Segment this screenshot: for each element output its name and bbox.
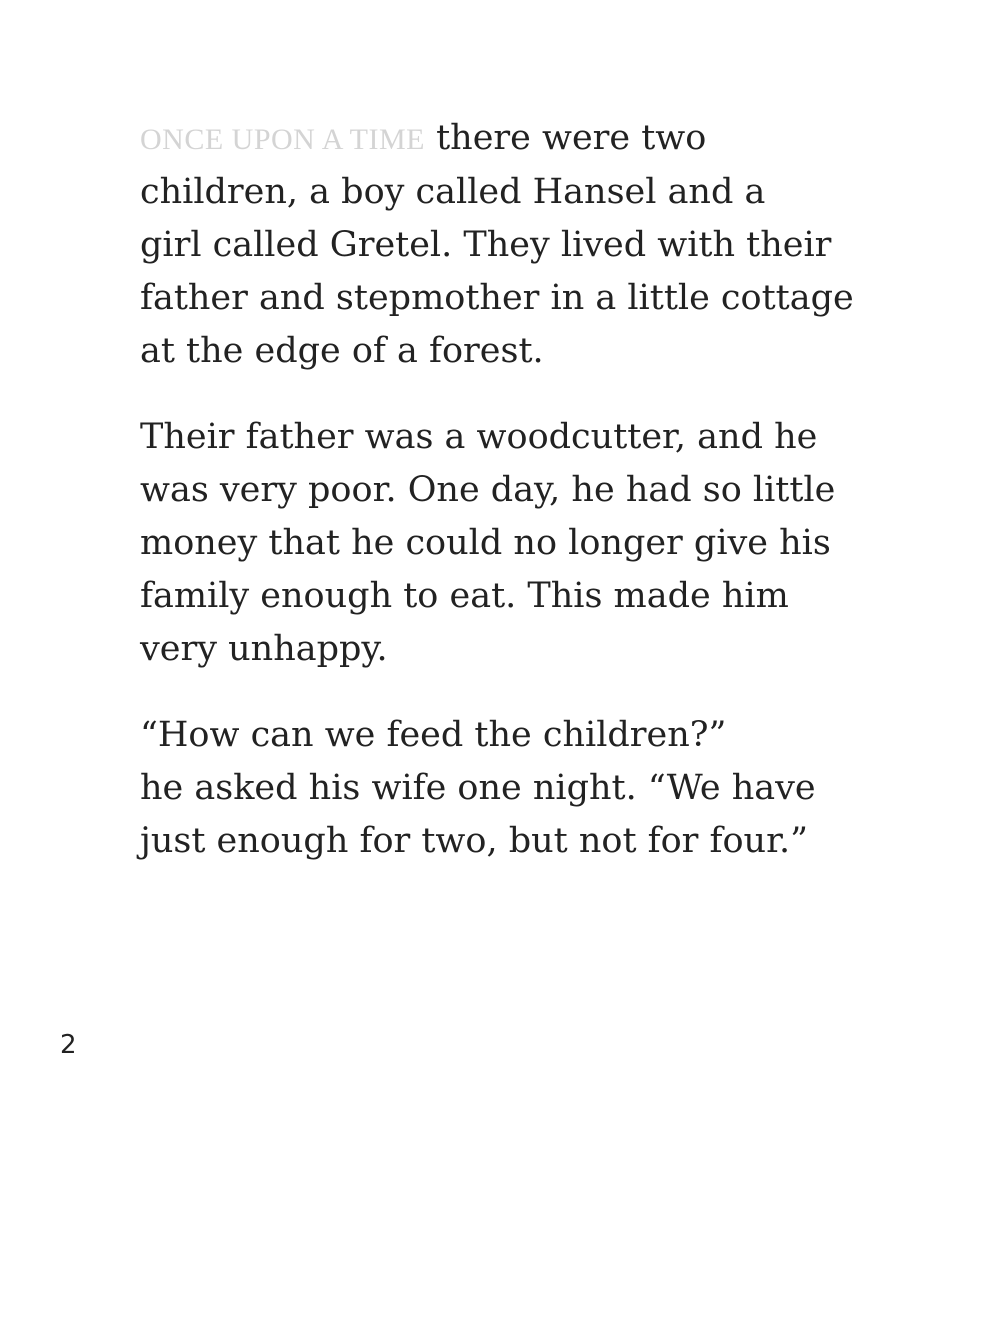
paragraph-1-line-1-text: there were two [424,118,707,158]
paragraph-2-line-3: money that he could no longer give his [140,523,831,563]
paragraph-1 [140,112,900,378]
paragraph-2-line-5: very unhappy. [140,629,388,669]
paragraph-3-line-3: just enough for two, but not for four.” [140,821,809,861]
paragraph-3 [140,709,900,868]
paragraph-2-line-1: Their father was a woodcutter, and he [140,417,818,457]
page-number: 2 [60,1030,77,1060]
paragraph-1-line-4: father and stepmother in a little cottage [140,278,854,318]
paragraph-2-line-2: was very poor. One day, he had so little [140,470,836,510]
paragraph-1-line-5: at the edge of a forest. [140,331,544,371]
paragraph-2-line-4: family enough to eat. This made him [140,576,789,616]
lead-in-caps: ONCE UPON A TIME [140,123,425,156]
paragraph-3-line-2: he asked his wife one night. “We have [140,768,816,808]
paragraph-3-line-1: “How can we feed the children?” [140,715,727,755]
paragraph-1-line-1 [140,112,900,166]
paragraph-1-line-2: children, a boy called Hansel and a [140,172,766,212]
story-text [140,112,900,868]
paragraph-2 [140,411,900,676]
paragraph-1-line-3: girl called Gretel. They lived with their [140,225,832,265]
